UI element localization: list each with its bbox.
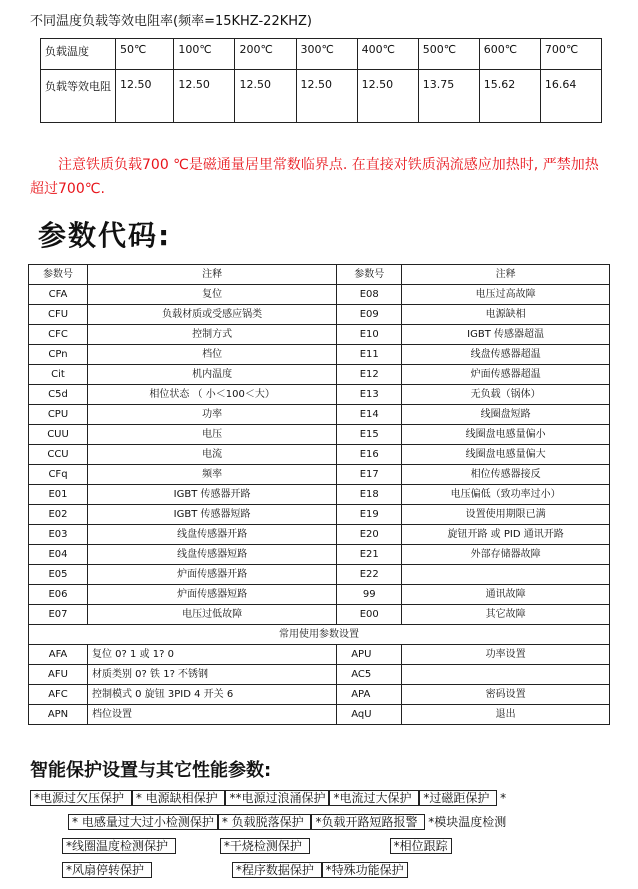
param-code: E14 (337, 405, 402, 425)
resistance-row-label: 负载等效电阻 (41, 70, 116, 123)
temp-cell: 700℃ (540, 39, 601, 70)
param-code: E06 (29, 585, 88, 605)
param-code: AC5 (337, 665, 402, 685)
param-row (29, 365, 610, 385)
features-title: 智能保护设置与其它性能参数: (30, 760, 272, 781)
param-code: E15 (337, 425, 402, 445)
param-code: CFq (29, 465, 88, 485)
param-code: E20 (337, 525, 402, 545)
param-description: 控制模式 0 旋钮 3PID 4 开关 6 (88, 685, 337, 705)
param-row (29, 465, 610, 485)
param-code: E16 (337, 445, 402, 465)
param-code: CPU (29, 405, 88, 425)
feature-item: * 电源缺相保护 (132, 790, 226, 806)
resistance-cell: 16.64 (540, 70, 601, 123)
param-row (29, 425, 610, 445)
param-code: AqU (337, 705, 402, 725)
temp-cell: 500℃ (418, 39, 479, 70)
param-row (29, 545, 610, 565)
param-row (29, 605, 610, 625)
param-code: APN (29, 705, 88, 725)
param-code: E19 (337, 505, 402, 525)
param-description: 功率设置 (402, 645, 610, 665)
param-code: Cit (29, 365, 88, 385)
parameter-code-table (28, 264, 610, 725)
temp-cell: 400℃ (357, 39, 418, 70)
param-row (29, 385, 610, 405)
param-row (29, 285, 610, 305)
settings-row (29, 705, 610, 725)
param-header-cell: 参数号 (29, 265, 88, 285)
settings-section-row (29, 625, 610, 645)
param-code: APU (337, 645, 402, 665)
param-code: CPn (29, 345, 88, 365)
param-description: 线盘传感器超温 (402, 345, 610, 365)
feature-item: *电流过大保护 (329, 790, 419, 806)
temp-cell: 200℃ (235, 39, 296, 70)
param-description: 线盘传感器开路 (88, 525, 337, 545)
param-description: 密码设置 (402, 685, 610, 705)
param-description: 设置使用期限已满 (402, 505, 610, 525)
param-header-cell: 注释 (88, 265, 337, 285)
param-description: 机内温度 (88, 365, 337, 385)
param-code: AFA (29, 645, 88, 665)
param-description: 复位 0? 1 或 1? 0 (88, 645, 337, 665)
param-description: 外部存储器故障 (402, 545, 610, 565)
param-description: 炉面传感器开路 (88, 565, 337, 585)
param-description: 相位传感器接反 (402, 465, 610, 485)
param-description: 线圈盘短路 (402, 405, 610, 425)
temperature-row (41, 39, 602, 70)
param-description: 复位 (88, 285, 337, 305)
param-description: IGBT 传感器短路 (88, 505, 337, 525)
load-resistance-table (40, 38, 602, 123)
feature-item: *负载开路短路报警 (311, 814, 425, 830)
param-description: 炉面传感器超温 (402, 365, 610, 385)
resistance-cell: 13.75 (418, 70, 479, 123)
param-row (29, 325, 610, 345)
param-row (29, 485, 610, 505)
param-row (29, 445, 610, 465)
resistance-row (41, 70, 602, 123)
param-description: 控制方式 (88, 325, 337, 345)
param-description: 电压 (88, 425, 337, 445)
param-code: E07 (29, 605, 88, 625)
load-table-caption: 不同温度负载等效电阻率(频率=15KHZ-22KHZ) (30, 14, 312, 29)
param-description: 档位 (88, 345, 337, 365)
feature-item: **电源过浪涌保护 (225, 790, 329, 806)
param-description: 电流 (88, 445, 337, 465)
features-line-2 (68, 812, 509, 832)
param-row (29, 305, 610, 325)
param-row (29, 585, 610, 605)
settings-section-title: 常用使用参数设置 (29, 625, 610, 645)
param-description: 电压偏低（致功率过小） (402, 485, 610, 505)
feature-item: *电源过欠压保护 (30, 790, 132, 806)
settings-row (29, 685, 610, 705)
param-description: 相位状态 （ 小＜100＜大） (88, 385, 337, 405)
param-code: E02 (29, 505, 88, 525)
param-code: CFA (29, 285, 88, 305)
param-code: CFC (29, 325, 88, 345)
param-description: 电源缺相 (402, 305, 610, 325)
param-description: IGBT 传感器超温 (402, 325, 610, 345)
feature-item: *特殊功能保护 (322, 862, 408, 878)
param-code: E08 (337, 285, 402, 305)
param-description (402, 565, 610, 585)
temp-cell: 50℃ (116, 39, 174, 70)
param-description: 其它故障 (402, 605, 610, 625)
param-code: AFC (29, 685, 88, 705)
param-code: C5d (29, 385, 88, 405)
features-line-1 (30, 788, 509, 808)
param-description: 负载材质或受感应锅类 (88, 305, 337, 325)
feature-item: *干烧检测保护 (220, 838, 310, 854)
param-code: E17 (337, 465, 402, 485)
param-header-cell: 注释 (402, 265, 610, 285)
param-description: 通讯故障 (402, 585, 610, 605)
param-code: E21 (337, 545, 402, 565)
resistance-cell: 12.50 (116, 70, 174, 123)
resistance-cell: 15.62 (479, 70, 540, 123)
feature-item: *模块温度检测 (428, 815, 507, 829)
param-code: CFU (29, 305, 88, 325)
param-code: E00 (337, 605, 402, 625)
param-code: E01 (29, 485, 88, 505)
param-description: 线盘传感器短路 (88, 545, 337, 565)
param-code: CCU (29, 445, 88, 465)
settings-row (29, 645, 610, 665)
feature-item: * (500, 791, 507, 805)
feature-item: *风扇停转保护 (62, 862, 152, 878)
param-description: 线圈盘电感量偏小 (402, 425, 610, 445)
param-code: AFU (29, 665, 88, 685)
param-description: 档位设置 (88, 705, 337, 725)
feature-item: *程序数据保护 (232, 862, 322, 878)
resistance-cell: 12.50 (235, 70, 296, 123)
param-code: E10 (337, 325, 402, 345)
settings-row (29, 665, 610, 685)
feature-item: *相位跟踪 (390, 838, 452, 854)
feature-item: *过磁距保护 (419, 790, 497, 806)
param-description: 无负载（锅体） (402, 385, 610, 405)
param-description: 线圈盘电感量偏大 (402, 445, 610, 465)
param-row (29, 505, 610, 525)
param-code: E12 (337, 365, 402, 385)
param-description: 电压过高故障 (402, 285, 610, 305)
param-code: E13 (337, 385, 402, 405)
feature-item: * 负载脱落保护 (218, 814, 312, 830)
temp-cell: 100℃ (174, 39, 235, 70)
param-code: CUU (29, 425, 88, 445)
param-description: IGBT 传感器开路 (88, 485, 337, 505)
param-row (29, 565, 610, 585)
param-row (29, 525, 610, 545)
param-description (402, 665, 610, 685)
param-header-cell: 参数号 (337, 265, 402, 285)
resistance-cell: 12.50 (296, 70, 357, 123)
param-description: 退出 (402, 705, 610, 725)
temp-cell: 300℃ (296, 39, 357, 70)
param-description: 旋钮开路 或 PID 通讯开路 (402, 525, 610, 545)
param-code: E09 (337, 305, 402, 325)
param-code: E04 (29, 545, 88, 565)
feature-item: *线圈温度检测保护 (62, 838, 176, 854)
param-code: E22 (337, 565, 402, 585)
temp-cell: 600℃ (479, 39, 540, 70)
param-description: 频率 (88, 465, 337, 485)
resistance-cell: 12.50 (357, 70, 418, 123)
param-code: 99 (337, 585, 402, 605)
param-description: 炉面传感器短路 (88, 585, 337, 605)
param-code: E18 (337, 485, 402, 505)
param-code: E05 (29, 565, 88, 585)
temperature-row-label: 负载温度 (41, 39, 116, 70)
feature-item: * 电感量过大过小检测保护 (68, 814, 218, 830)
curie-point-warning: 注意铁质负载700 ℃是磁通量居里常数临界点. 在直接对铁质涡流感应加热时, 严禁加热超过700℃. (30, 157, 599, 197)
param-code: E11 (337, 345, 402, 365)
param-header-row (29, 265, 610, 285)
param-description: 材质类别 0? 铁 1? 不锈钢 (88, 665, 337, 685)
features-line-3 (62, 836, 452, 856)
param-description: 功率 (88, 405, 337, 425)
param-row (29, 405, 610, 425)
features-line-4 (62, 860, 408, 880)
param-code: E03 (29, 525, 88, 545)
resistance-cell: 12.50 (174, 70, 235, 123)
param-code: APA (337, 685, 402, 705)
params-title: 参数代码: (38, 219, 172, 252)
param-row (29, 345, 610, 365)
param-description: 电压过低故障 (88, 605, 337, 625)
